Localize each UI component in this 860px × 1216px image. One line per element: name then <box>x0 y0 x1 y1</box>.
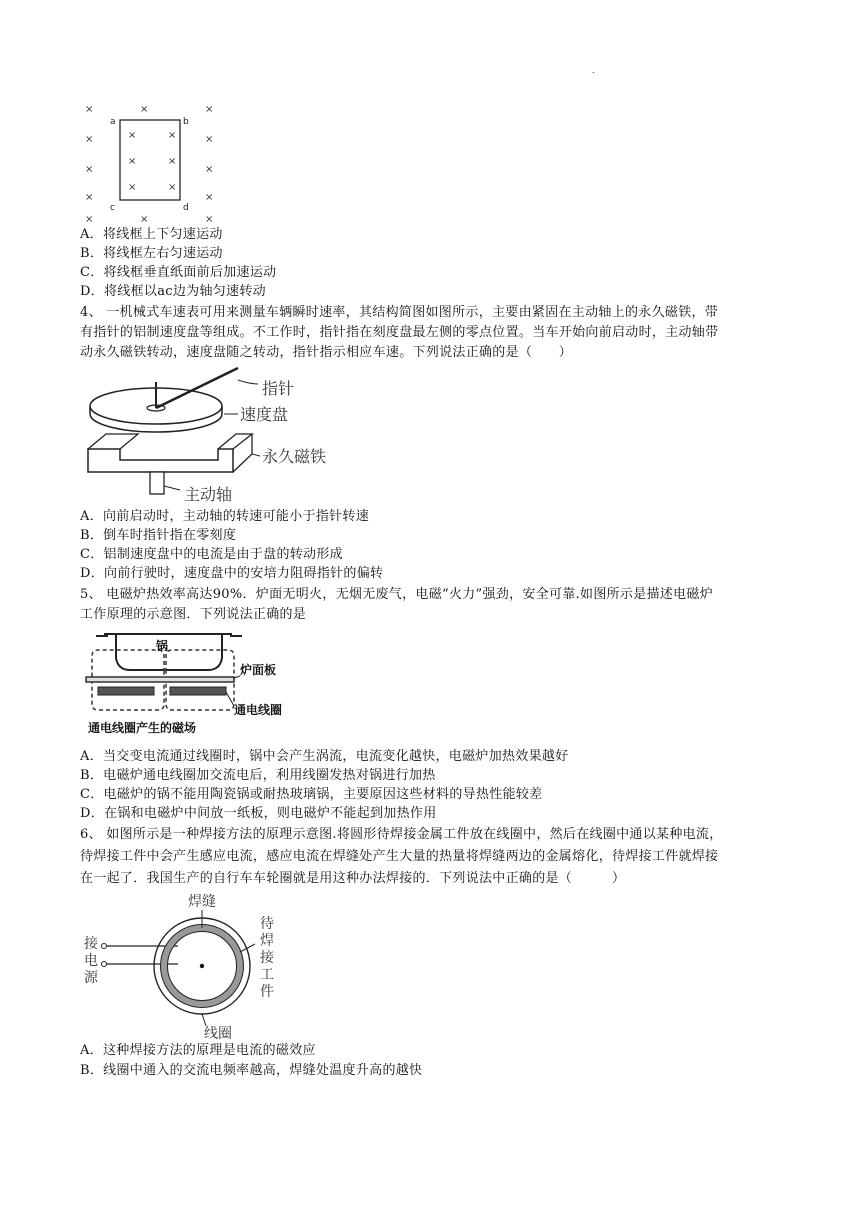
q5-cooktop-panel <box>86 677 234 682</box>
q5-option-d: D．在锅和电磁炉中间放一纸板，则电磁炉不能起到加热作用 <box>80 806 437 821</box>
svg-text:×: × <box>205 192 214 203</box>
q4-label-magnet: 永久磁铁 <box>262 447 327 466</box>
q6-stem-line-1: 6、 如图所示是一种焊接方法的原理示意图.将圆形待焊接金属工件放在线圈中，然后在线圈中通以某种电流， <box>80 827 723 842</box>
q4-label-disc: 速度盘 <box>240 405 289 424</box>
q4-label-pointer: 指针 <box>262 379 295 398</box>
svg-text:×: × <box>168 182 177 193</box>
q3-frame-figure <box>80 100 220 225</box>
svg-text:×: × <box>85 104 94 115</box>
q6-label-seam: 焊缝 <box>188 894 216 910</box>
q4-speedometer-figure <box>80 364 370 509</box>
q6-stem-line-2: 待焊接工件中会产生感应电流，感应电流在焊缝处产生大量的热量将焊缝两边的金属熔化，待焊接工件就焊接 <box>80 849 719 864</box>
q5-induction-cooker-figure <box>84 628 314 738</box>
svg-text:×: × <box>140 104 149 115</box>
svg-text:×: × <box>85 164 94 175</box>
q6-welding-figure <box>80 892 290 1042</box>
q5-label-field: 通电线圈产生的磁场 <box>88 721 197 735</box>
svg-text:×: × <box>140 214 149 225</box>
q4-option-c: C．铝制速度盘中的电流是由于盘的转动形成 <box>80 547 343 562</box>
svg-text:×: × <box>205 164 214 175</box>
q3-label-a: a <box>110 117 116 127</box>
q5-coil-right <box>170 687 226 695</box>
svg-text:×: × <box>85 192 94 203</box>
q6-label-workpiece-5: 件 <box>260 984 274 1000</box>
svg-text:×: × <box>168 130 177 141</box>
q4-label-shaft: 主动轴 <box>184 485 233 504</box>
q4-stem-line-1: 4、 一机械式车速表可用来测量车辆瞬时速率，其结构简图如图所示，主要由紧固在主动轴上的永久磁铁，带 <box>80 305 719 320</box>
q3-label-b: b <box>183 117 189 127</box>
q6-center-dot <box>200 964 204 968</box>
svg-text:×: × <box>128 156 137 167</box>
q4-option-d: D．向前行驶时，速度盘中的安培力阻碍指针的偏转 <box>80 566 384 581</box>
q3-label-c: c <box>110 203 115 213</box>
q4-stem-line-2: 有指针的铝制速度盘等组成。不工作时，指针指在刻度盘最左侧的零点位置。当车开始向前启动时，主动轴带 <box>80 325 719 340</box>
q3-option-d: D．将线框以ac边为轴匀速转动 <box>80 284 266 299</box>
q5-option-a: A．当交变电流通过线圈时，锅中会产生涡流，电流变化越快，电磁炉加热效果越好 <box>80 749 569 764</box>
svg-text:×: × <box>85 134 94 145</box>
q5-label-pot: 锅 <box>156 639 169 653</box>
svg-text:×: × <box>128 182 137 193</box>
q6-label-workpiece-3: 接 <box>260 950 274 966</box>
svg-text:×: × <box>205 104 214 115</box>
svg-text:×: × <box>128 130 137 141</box>
q4-stem-line-3: 动永久磁铁转动，速度盘随之转动，指针指示相应车速。下列说法正确的是（ ） <box>80 345 573 360</box>
header-mark: . <box>592 66 595 75</box>
svg-text:×: × <box>85 214 94 225</box>
svg-text:×: × <box>205 214 214 225</box>
q6-label-workpiece-4: 工 <box>260 967 274 983</box>
q5-option-c: C．电磁炉的锅不能用陶瓷锅或耐热玻璃锅，主要原因这些材料的导热性能较差 <box>80 787 543 802</box>
q6-label-workpiece-2: 焊 <box>260 933 274 949</box>
q5-coil-left <box>98 687 154 695</box>
q5-label-panel: 炉面板 <box>240 663 277 677</box>
q5-stem-line-1: 5、 电磁炉热效率高达90%．炉面无明火，无烟无废气，电磁“火力”强劲，安全可靠.如图所示是描述电磁炉 <box>80 587 714 602</box>
q3-option-c: C．将线框垂直纸面前后加速运动 <box>80 265 277 280</box>
q4-option-a: A．向前启动时，主动轴的转速可能小于指针转速 <box>80 509 369 524</box>
q6-stem-line-3: 在一起了．我国生产的自行车车轮圈就是用这种办法焊接的．下列说法中正确的是（ ） <box>80 871 626 886</box>
q5-label-coil: 通电线圈 <box>234 703 283 717</box>
q3-option-b: B．将线框左右匀速运动 <box>80 246 223 261</box>
q3-option-a: A．将线框上下匀速运动 <box>80 227 223 242</box>
q4-main-shaft <box>150 472 164 494</box>
q6-label-power-2: 电 <box>84 953 98 969</box>
q4-permanent-magnet <box>88 449 233 472</box>
q6-option-b: B．线圈中通入的交流电频率越高，焊缝处温度升高的越快 <box>80 1063 423 1078</box>
svg-text:×: × <box>205 134 214 145</box>
q3-label-d: d <box>183 203 189 213</box>
q6-label-power-1: 接 <box>84 936 98 952</box>
q3-field-crosses <box>85 104 213 225</box>
svg-text:×: × <box>168 156 177 167</box>
q5-stem-line-2: 工作原理的示意图．下列说法正确的是 <box>80 607 307 622</box>
q4-option-b: B．倒车时指针指在零刻度 <box>80 528 237 543</box>
q6-option-a: A．这种焊接方法的原理是电流的磁效应 <box>80 1043 316 1058</box>
q6-label-power-3: 源 <box>84 970 98 986</box>
q6-label-coil: 线圈 <box>204 1026 232 1042</box>
q6-label-workpiece-1: 待 <box>260 916 274 932</box>
q5-option-b: B．电磁炉通电线圈加交流电后，利用线圈发热对锅进行加热 <box>80 768 436 783</box>
